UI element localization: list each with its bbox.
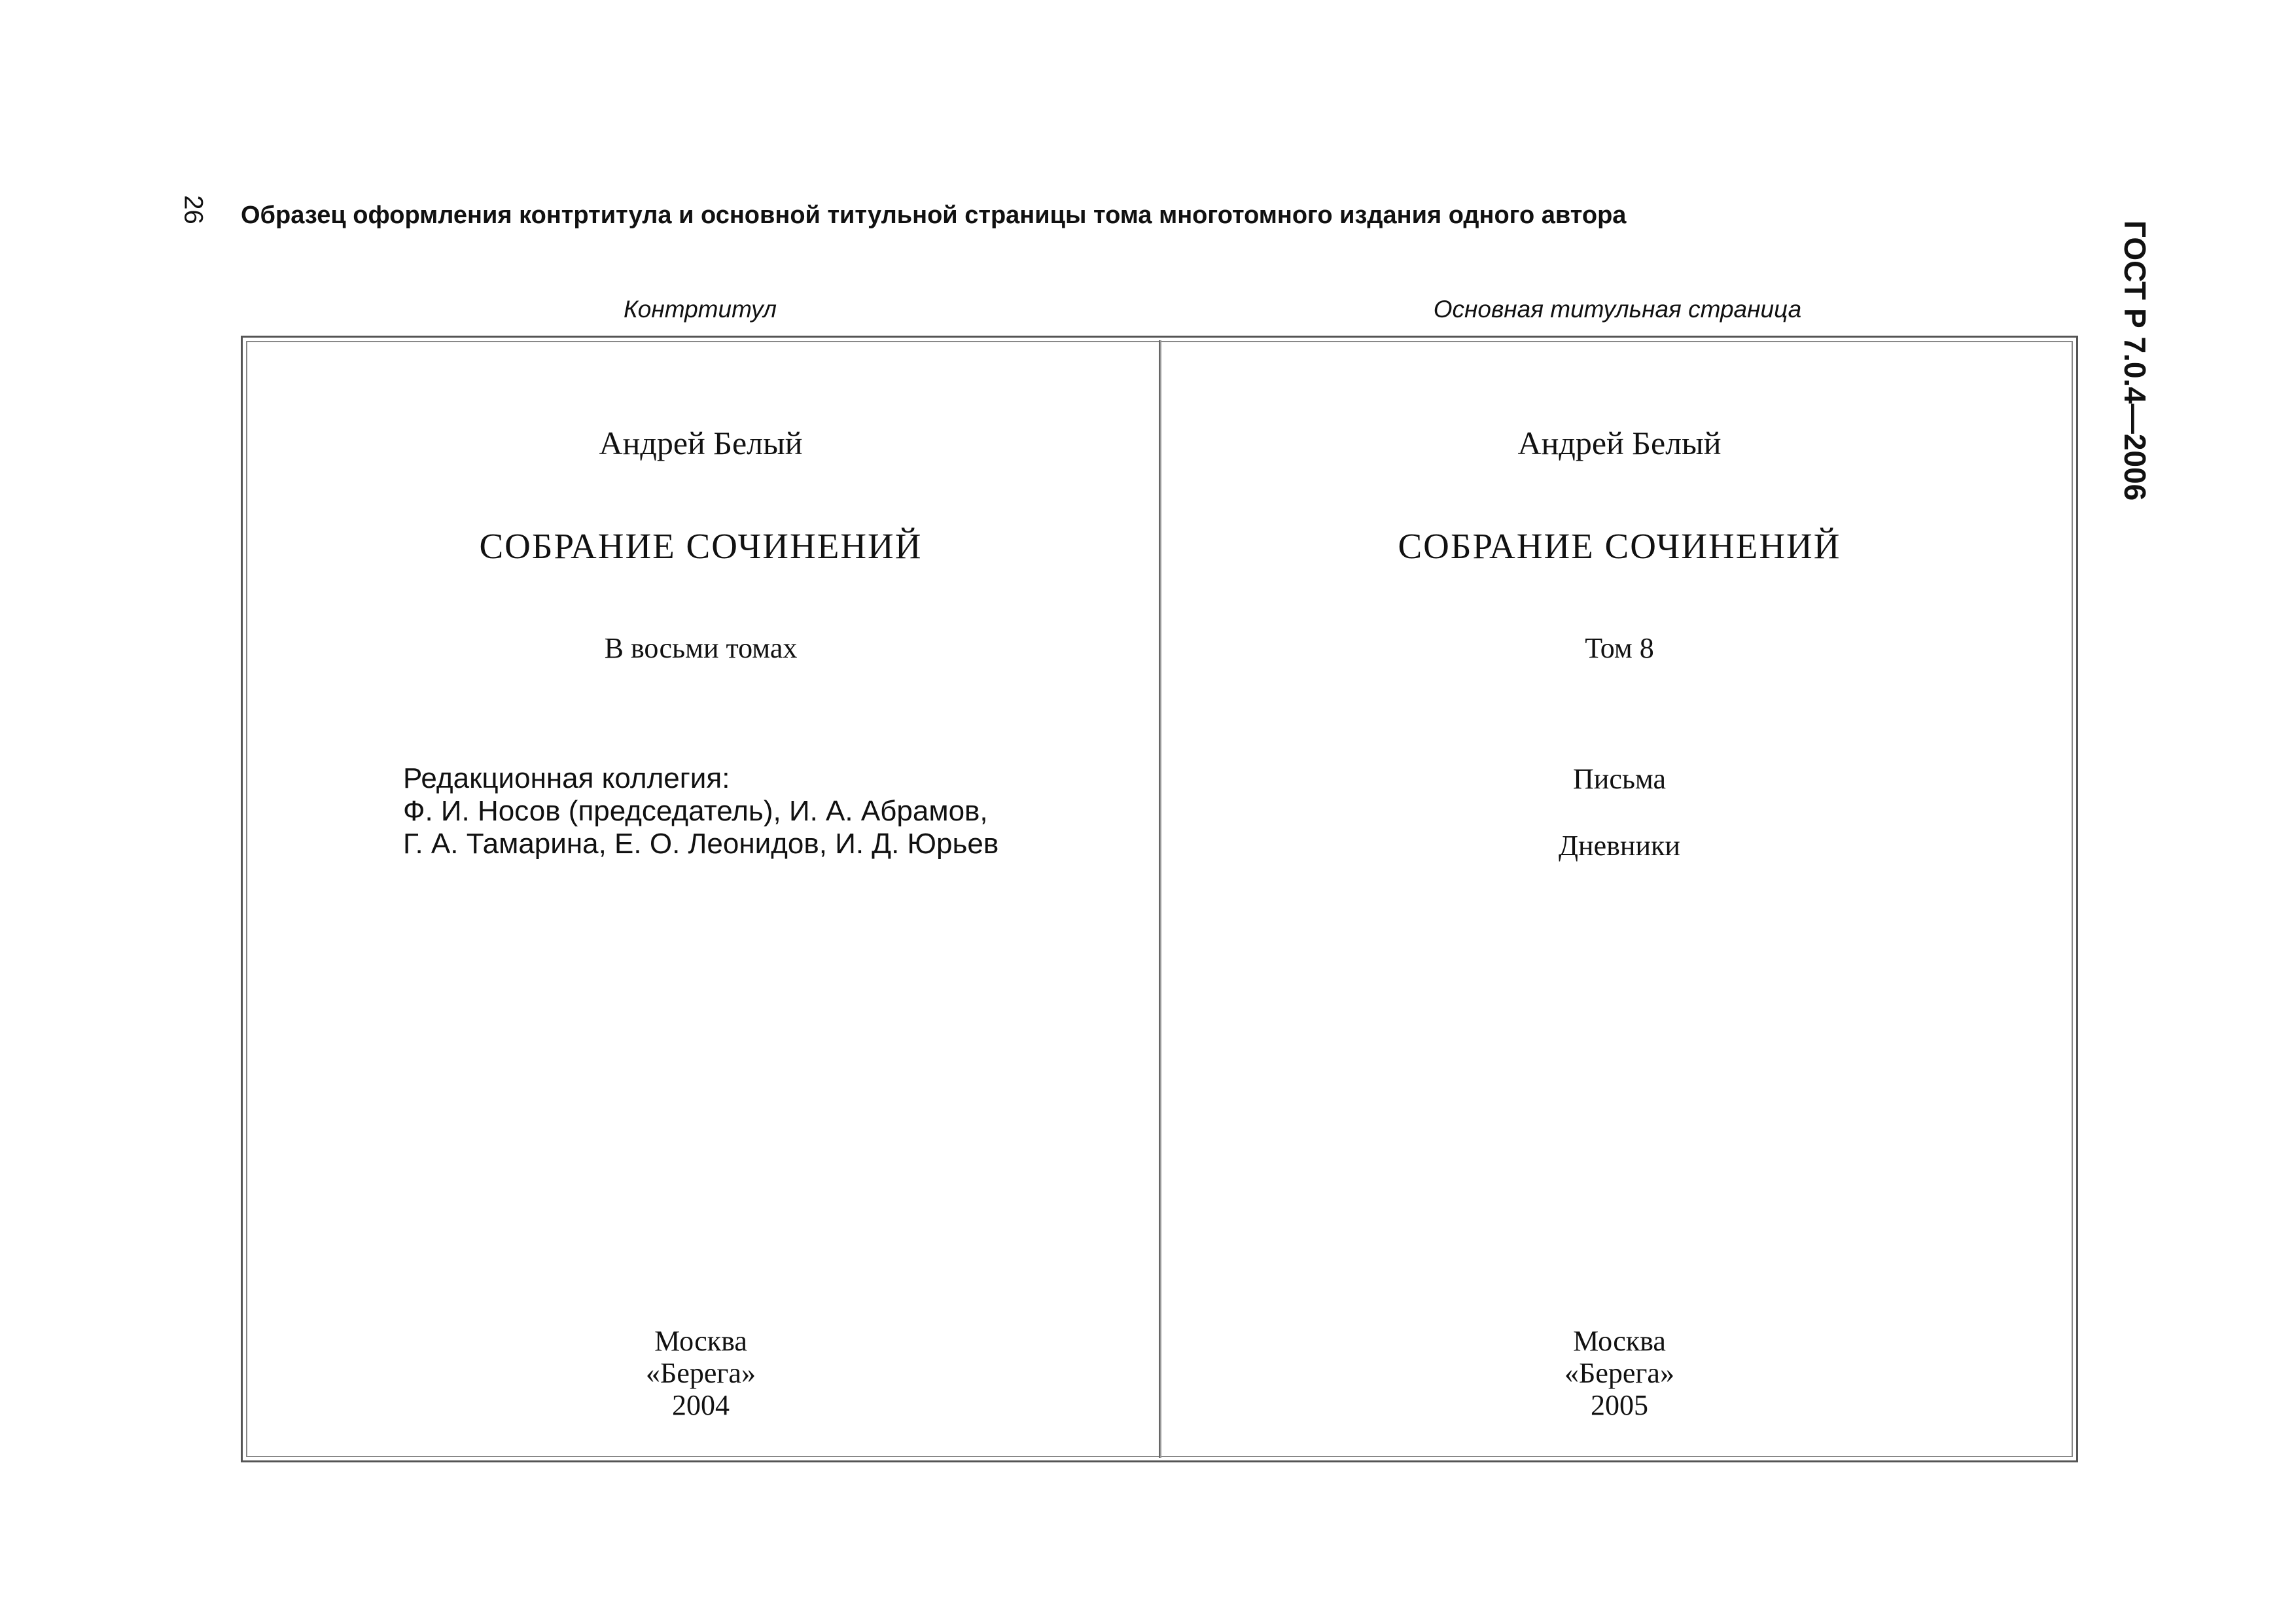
left-collection-title: СОБРАНИЕ СОЧИНЕНИЙ — [479, 526, 923, 566]
left-imprint-city: Москва — [654, 1325, 747, 1357]
page-number-text: 26 — [179, 195, 208, 224]
left-author: Андрей Белый — [599, 425, 803, 461]
left-imprint-publisher: «Берега» — [646, 1357, 756, 1389]
standard-code-text: ГОСТ Р 7.0.4—2006 — [2118, 220, 2152, 501]
right-imprint-year: 2005 — [1591, 1389, 1648, 1421]
right-collection-title: СОБРАНИЕ СОЧИНЕНИЙ — [1398, 526, 1841, 566]
editorial-board-line: Г. А. Тамарина, Е. О. Леонидов, И. Д. Юрьев — [403, 828, 999, 860]
contents-item-diaries: Дневники — [1559, 830, 1680, 862]
left-imprint-year: 2004 — [672, 1389, 730, 1421]
right-imprint-city: Москва — [1573, 1325, 1666, 1357]
left-panel-counter-title — [243, 340, 1159, 1458]
right-panel-caption: Основная титульная страница — [1433, 296, 1802, 323]
right-author: Андрей Белый — [1517, 425, 1722, 461]
header-title: Образец оформления контртитула и основной титульной страницы тома многотомного издания одного автора — [241, 202, 1627, 229]
right-imprint — [1161, 1325, 2077, 1421]
left-imprint — [243, 1325, 1159, 1421]
editorial-board-heading: Редакционная коллегия: — [403, 762, 730, 794]
volume-label: Том 8 — [1585, 632, 1654, 664]
right-panel-main-title-page — [1161, 340, 2077, 1458]
left-panel-caption: Контртитул — [623, 296, 777, 323]
contents-item-letters: Письма — [1573, 763, 1666, 795]
right-imprint-publisher: «Берега» — [1564, 1357, 1674, 1389]
editorial-board-line: Ф. И. Носов (председатель), И. А. Абрамов, — [403, 795, 988, 827]
volumes-note: В восьми томах — [604, 632, 798, 664]
editorial-board — [403, 762, 998, 860]
